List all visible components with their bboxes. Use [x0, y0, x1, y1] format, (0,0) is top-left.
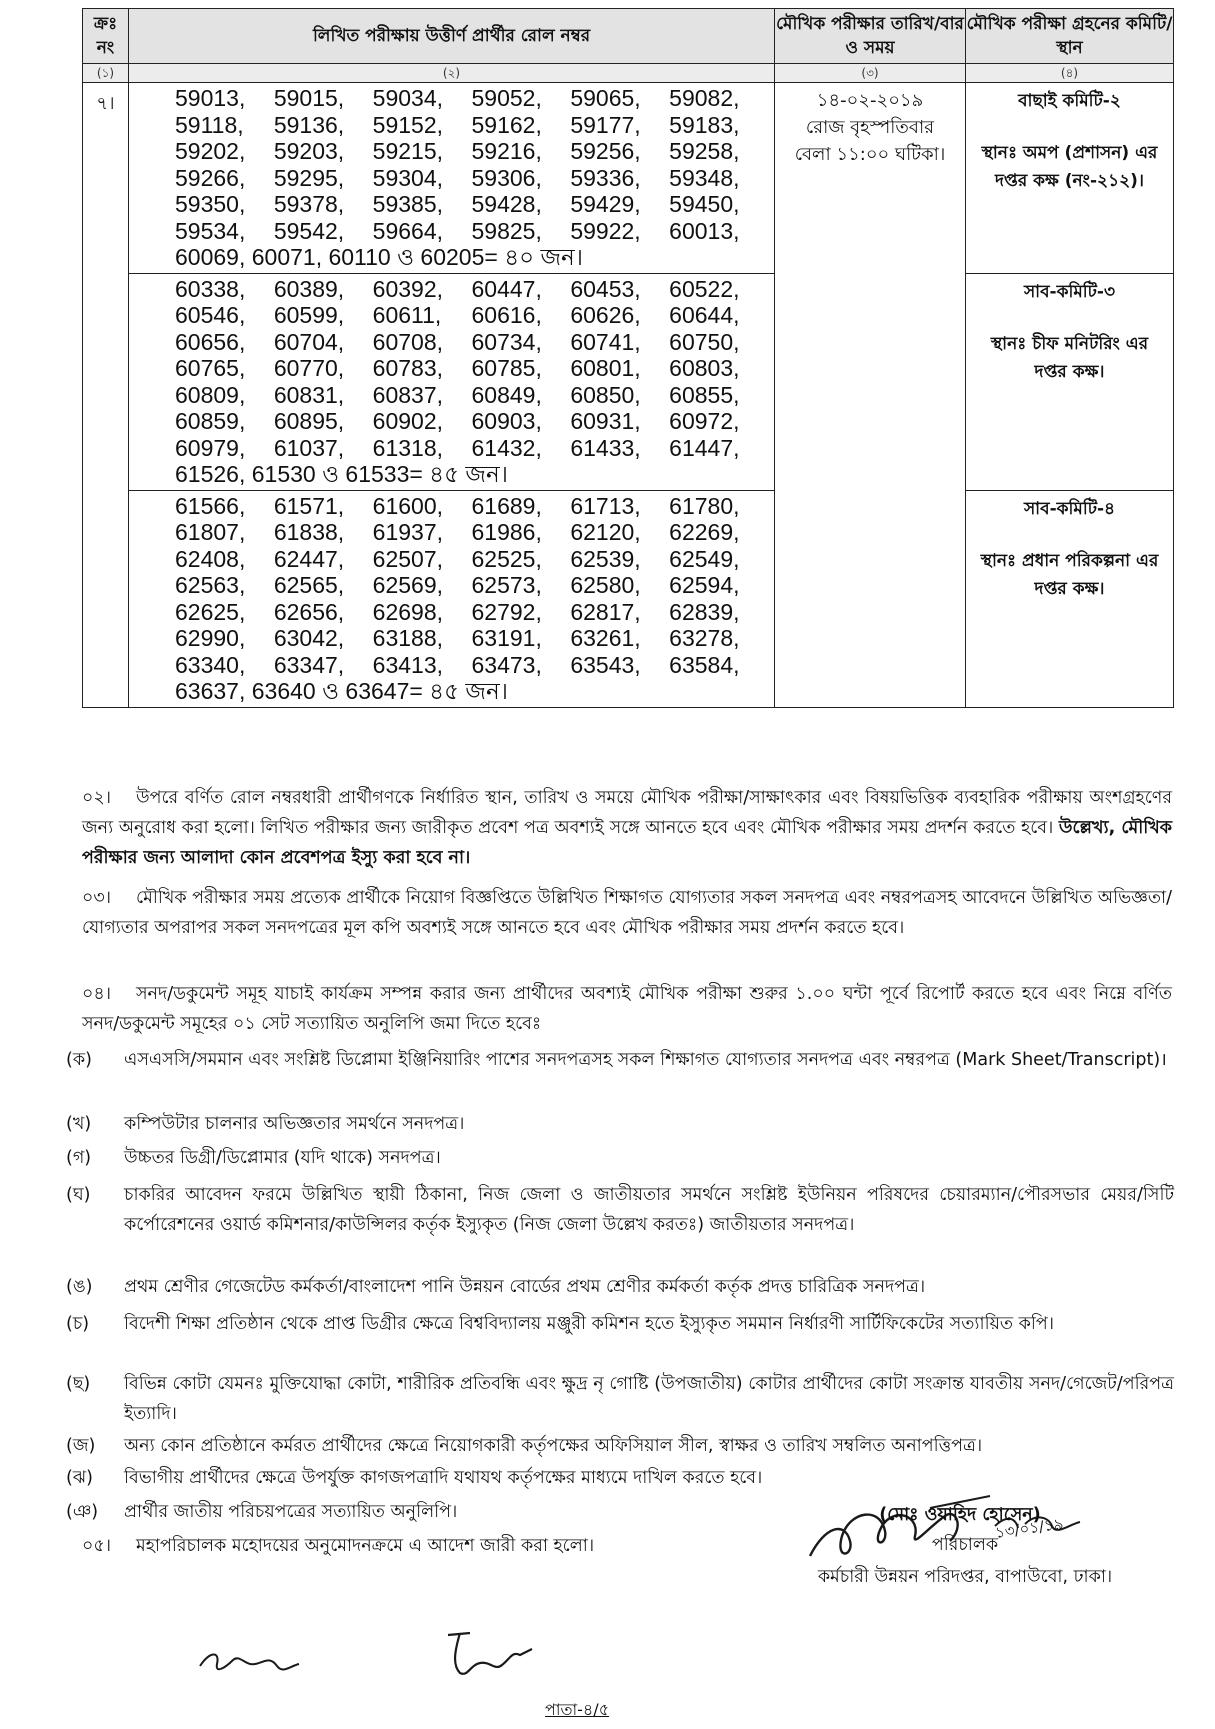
roll-number: 60338, [175, 275, 246, 302]
roll-number: 59065, [570, 85, 641, 111]
roll-number: 59306, [471, 164, 542, 191]
roll-number: 62698, [372, 598, 444, 625]
list-item-text: প্রার্থীর জাতীয় পরিচয়পত্রের সত্যায়িত অনুলিপি। [124, 1502, 458, 1522]
roll-number: 62269, [669, 519, 740, 545]
roll-number: 62408, [175, 545, 246, 572]
roll-number: 60611, [372, 302, 442, 328]
roll-number: 60783, [372, 355, 444, 381]
roll-number: 62120, [570, 519, 641, 545]
table-row [83, 273, 1174, 490]
roll-group-2 [129, 273, 775, 490]
list-item-text: বিভিন্ন কোটা যেমনঃ মুক্তিযোদ্ধা কোটা, শারীরিক প্রতিবন্ধি এবং ক্ষুদ্র নৃ গোষ্টি (উপজাতীয়) কোটার প্রার্থীদের কোটা সংক্রান্ত যাবতীয় সনদ/গেজেট/পরিপত্র ইত্যাদি। [124, 1374, 1174, 1424]
list-item-text: কম্পিউটার চালনার অভিজ্ঞতার সমর্থনে সনদপত্র। [124, 1114, 465, 1134]
roll-number: 60750, [669, 328, 740, 355]
roll-number: 62580, [570, 572, 641, 598]
roll-number: 59429, [570, 191, 641, 217]
roll-number: 59052, [471, 85, 542, 111]
paragraph-05 [82, 1531, 682, 1561]
roll-number: 62656, [273, 598, 345, 625]
roll-number: 60972, [669, 408, 740, 434]
signatory-block [770, 1500, 1160, 1592]
roll-number: 60708, [372, 328, 444, 355]
paragraph-text: মহাপরিচালক মহোদয়ের অনুমোদনক্রমে এ আদেশ জারী করা হলো। [136, 1536, 595, 1556]
roll-number: 59258, [669, 138, 740, 164]
list-item-label: (ঙ) [66, 1277, 93, 1297]
list-item [66, 1272, 1174, 1302]
committee-title: সাব-কমিটি-৪ [1023, 498, 1116, 519]
roll-number: 59664, [372, 217, 444, 244]
roll-number: 59922, [570, 217, 641, 244]
roll-number: 61433, [570, 434, 641, 461]
roll-number: 60831, [273, 381, 345, 408]
roll-number: 63042, [273, 625, 345, 651]
roll-number: 60644, [669, 302, 740, 328]
roll-number: 62573, [471, 572, 542, 598]
roll-number: 59015, [273, 85, 345, 111]
column-index-row [83, 64, 1174, 83]
roll-number: 60522, [669, 275, 740, 302]
list-item [66, 1180, 1174, 1240]
roll-number: 61566, [175, 492, 246, 519]
roll-number: 60979, [175, 434, 246, 461]
roll-number: 63278, [669, 625, 740, 651]
signatory-name: (মোঃ ওয়াহিদ হোসেন) [879, 1505, 1041, 1525]
roll-number: 62594, [669, 572, 740, 598]
committee-title: বাছাই কমিটি-২ [1018, 91, 1121, 111]
roll-number-table [82, 8, 1174, 708]
list-item-label: (ঞ) [66, 1502, 99, 1522]
list-item [66, 1431, 1174, 1461]
list-item-label: (ঘ) [66, 1185, 91, 1205]
paragraph-bold-note: উল্লেখ্য, মৌখিক পরীক্ষার জন্য আলাদা কোন প্রবেশপত্র ইস্যু করা হবে না। [82, 818, 1172, 868]
roll-number: 60546, [175, 302, 246, 328]
list-item-text: বিদেশী শিক্ষা প্রতিষ্ঠান থেকে প্রাপ্ত ডিগ্রীর ক্ষেত্রে বিশ্ববিদ্যালয় মঞ্জুরী কমিশন হতে ইস্যুকৃত সমমান নির্ধারণী সার্টিফিকেটের সত্যায়িত কপি। [124, 1314, 1054, 1334]
committee-place: স্থানঃ অমপ (প্রশাসন) এর দপ্তর কক্ষ (নং-২১২)। [981, 143, 1158, 191]
roll-number: 59256, [570, 138, 641, 164]
roll-number: 59266, [175, 164, 246, 191]
table-row [83, 83, 1174, 274]
roll-number: 60765, [175, 355, 246, 381]
paragraph-03 [82, 883, 1172, 943]
paragraph-number: ০৫। [82, 1536, 111, 1556]
roll-number: 60849, [471, 381, 542, 408]
roll-number: 60453, [570, 275, 641, 302]
list-item [66, 1045, 1174, 1075]
roll-number: 60616, [471, 302, 542, 328]
column-index: (১) [83, 64, 129, 83]
paragraph-text: সনদ/ডকুমেন্ট সমূহ যাচাই কার্যক্রম সম্পন্ন করার জন্য প্রার্থীদের অবশ্যই মৌখিক পরীক্ষা শুরুর ১.০০ ঘন্টা পূর্বে রিপোর্ট করতে হবে এবং নিম্নে বর্ণিত সনদ/ডকুমেন্ট সমূহের ০১ সেট সত্যায়িত অনুলিপি জমা দিতে হবেঃ [82, 984, 1172, 1034]
roll-number: 62549, [669, 545, 740, 572]
column-index: (২) [129, 64, 775, 83]
roll-number: 62625, [175, 598, 246, 625]
interview-date: ১৪-০২-২০১৯ [816, 90, 924, 111]
roll-number: 59013, [175, 85, 246, 111]
list-item-label: (ক) [66, 1050, 92, 1070]
list-item-label: (জ) [66, 1436, 96, 1456]
roll-number: 61713, [570, 492, 641, 519]
roll-last-line: 60069, 60071, 60110 ও 60205= ৪০ জন। [175, 244, 584, 270]
page-number: পাতা-৪/৫ [545, 1700, 610, 1719]
list-item [66, 1309, 1174, 1339]
column-index: (৩) [775, 64, 966, 83]
roll-number: 63584, [669, 651, 740, 678]
interview-day: রোজ বৃহস্পতিবার [805, 117, 935, 138]
roll-number: 60859, [175, 408, 246, 434]
roll-number: 63473, [471, 651, 542, 678]
roll-number: 62447, [273, 545, 345, 572]
table-row [83, 490, 1174, 707]
roll-number: 59152, [372, 111, 444, 138]
roll-number: 60931, [570, 408, 641, 434]
committee-cell-1 [966, 83, 1174, 274]
interview-time: বেলা ১১:০০ ঘটিকা। [794, 144, 946, 165]
list-item-text: উচ্চতর ডিগ্রী/ডিপ্লোমার (যদি থাকে) সনদপত্র। [124, 1148, 441, 1168]
roll-number: 60770, [273, 355, 345, 381]
roll-number: 60850, [570, 381, 641, 408]
list-item [66, 1143, 1174, 1173]
roll-number: 59542, [273, 217, 345, 244]
roll-number: 62817, [570, 598, 641, 625]
roll-number: 61571, [273, 492, 345, 519]
table-header-row [83, 9, 1174, 64]
roll-number: 62563, [175, 572, 246, 598]
roll-number: 59082, [669, 85, 740, 111]
roll-number: 59534, [175, 217, 246, 244]
roll-number: 59378, [273, 191, 345, 217]
roll-number: 61986, [471, 519, 542, 545]
roll-number: 63191, [471, 625, 542, 651]
roll-grid [175, 276, 768, 462]
column-index: (৪) [966, 64, 1174, 83]
list-item-label: (গ) [66, 1148, 92, 1168]
roll-number: 61037, [273, 434, 345, 461]
roll-number: 62539, [570, 545, 641, 572]
roll-number: 59295, [273, 164, 345, 191]
roll-number: 60741, [570, 328, 641, 355]
roll-number: 60447, [471, 275, 542, 302]
roll-last-line: 61526, 61530 ও 61533= ৪৫ জন। [175, 461, 508, 487]
roll-number: 59348, [669, 164, 740, 191]
roll-number: 61937, [372, 519, 444, 545]
roll-number: 62565, [273, 572, 345, 598]
interview-date-cell [775, 83, 966, 708]
header-committee: মৌখিক পরীক্ষা গ্রহনের কমিটি/স্থান [966, 9, 1174, 64]
paragraph-02 [82, 783, 1172, 873]
list-item-text: বিভাগীয় প্রার্থীদের ক্ষেত্রে উপর্যুক্ত কাগজপত্রাদি যথাযথ কর্তৃপক্ষের মাধ্যমে দাখিল করতে হবে। [124, 1468, 763, 1488]
roll-number: 62525, [471, 545, 542, 572]
roll-number: 63347, [273, 651, 345, 678]
signatory-office: কর্মচারী উন্নয়ন পরিদপ্তর, বাপাউবো, ঢাকা। [817, 1567, 1113, 1587]
roll-number: 60855, [669, 381, 740, 408]
roll-number: 59118, [175, 111, 244, 138]
roll-number: 59450, [669, 191, 740, 217]
roll-number: 60389, [273, 275, 345, 302]
roll-number: 63413, [372, 651, 444, 678]
roll-number: 59202, [175, 138, 246, 164]
roll-number: 59825, [471, 217, 542, 244]
roll-number: 59215, [372, 138, 444, 164]
roll-number: 60392, [372, 275, 444, 302]
roll-number: 59136, [273, 111, 345, 138]
roll-number: 60895, [273, 408, 345, 434]
roll-number: 59304, [372, 164, 444, 191]
roll-number: 60599, [273, 302, 345, 328]
roll-number: 60903, [471, 408, 542, 434]
roll-number: 59385, [372, 191, 444, 217]
list-item-label: (ছ) [66, 1374, 91, 1394]
roll-number: 61780, [669, 492, 740, 519]
committee-place: স্থানঃ চীফ মনিটরিং এর দপ্তর কক্ষ। [990, 333, 1149, 382]
list-item-text: অন্য কোন প্রতিষ্ঠানে কর্মরত প্রার্থীদের ক্ষেত্রে নিয়োগকারী কর্তৃপক্ষের অফিসিয়াল সীল, স্বাক্ষর ও তারিখ সম্বলিত অনাপত্তিপত্র। [124, 1436, 983, 1456]
roll-number: 61807, [175, 519, 246, 545]
roll-number: 62507, [372, 545, 444, 572]
roll-number: 59336, [570, 164, 641, 191]
roll-number: 60656, [175, 328, 246, 355]
roll-number: 59177, [570, 111, 641, 138]
list-item [66, 1109, 1174, 1139]
roll-number: 59034, [372, 85, 444, 111]
roll-group-1 [129, 83, 775, 274]
roll-number: 61600, [372, 492, 444, 519]
roll-number: 63261, [570, 625, 641, 651]
roll-number: 59183, [669, 111, 740, 138]
list-item-text: এসএসসি/সমমান এবং সংশ্লিষ্ট ডিপ্লোমা ইঞ্জিনিয়ারিং পাশের সনদপত্রসহ সকল শিক্ষাগত যোগ্যতার সনদপত্র এবং নম্বরপত্র (Mark Sheet/Transcript)। [124, 1050, 1167, 1070]
paragraph-number: ০৪। [82, 984, 111, 1004]
header-serial: ক্রঃ নং [83, 9, 129, 64]
roll-number: 63188, [372, 625, 444, 651]
roll-number: 59428, [471, 191, 542, 217]
paragraph-number: ০৩। [82, 888, 112, 908]
roll-number: 60734, [471, 328, 542, 355]
serial-number: ৭। [83, 83, 129, 708]
roll-last-line: 63637, 63640 ও 63647= ৪৫ জন। [175, 678, 508, 704]
roll-grid [175, 493, 768, 679]
roll-number: 59350, [175, 191, 246, 217]
roll-number: 61838, [273, 519, 345, 545]
paragraph-text: মৌখিক পরীক্ষার সময় প্রত্যেক প্রার্থীকে নিয়োগ বিজ্ঞপ্তিতে উল্লিখিত শিক্ষাগত যোগ্যতার সকল সনদপত্র এবং নম্বরপত্রসহ আবেদনে উল্লিখিত অভিজ্ঞতা/যোগ্যতার অপরাপর সকল সনদপত্রের মূল কপি অবশ্যই সঙ্গে আনতে হবে এবং মৌখিক পরীক্ষার সময় প্রদর্শন করতে হবে। [82, 888, 1172, 938]
list-item-label: (চ) [66, 1314, 90, 1334]
roll-number: 61432, [471, 434, 542, 461]
signature-date: ১৩/০১/১৯ [994, 1514, 1065, 1542]
header-date: মৌখিক পরীক্ষার তারিখ/বার ও সময় [775, 9, 966, 64]
header-rolls: লিখিত পরীক্ষায় উত্তীর্ণ প্রার্থীর রোল নম্বর [129, 9, 775, 64]
list-item-text: চাকরির আবেদন ফরমে উল্লিখিত স্থায়ী ঠিকানা, নিজ জেলা ও জাতীয়তার সমর্থনে সংশ্লিষ্ট ইউনিয়ন পরিষদের চেয়ারম্যান/পৌরসভার মেয়র/সিটি কর্পোরেশনের ওয়ার্ড কমিশনার/কাউন্সিলর কর্তৃক ইস্যুকৃত (নিজ জেলা উল্লেখ করতঃ) জাতীয়তার সনদপত্র। [124, 1185, 1174, 1235]
roll-grid [175, 85, 768, 244]
committee-cell-3 [966, 490, 1174, 707]
roll-number: 62792, [471, 598, 542, 625]
roll-number: 60704, [273, 328, 345, 355]
roll-number: 63340, [175, 651, 246, 678]
committee-place: স্থানঃ প্রধান পরিকল্পনা এর দপ্তর কক্ষ। [980, 550, 1159, 599]
committee-title: সাব-কমিটি-৩ [1023, 281, 1116, 302]
roll-number: 60837, [372, 381, 444, 408]
list-item-text: প্রথম শ্রেণীর গেজেটেড কর্মকর্তা/বাংলাদেশ পানি উন্নয়ন বোর্ডের প্রথম শ্রেণীর কর্মকর্তা কর্তৃক প্রদত্ত চারিত্রিক সনদপত্র। [124, 1277, 926, 1297]
roll-number: 63543, [570, 651, 641, 678]
roll-number: 60626, [570, 302, 641, 328]
paragraph-04 [82, 979, 1172, 1039]
roll-number: 60785, [471, 355, 542, 381]
roll-number: 61447, [669, 434, 740, 461]
signatory-title: পরিচালক [931, 1535, 999, 1555]
roll-number: 61689, [471, 492, 542, 519]
roll-number: 62990, [175, 625, 246, 651]
initial-signature-1 [195, 1636, 305, 1686]
roll-group-3 [129, 490, 775, 707]
roll-number: 59203, [273, 138, 345, 164]
roll-number: 62569, [372, 572, 444, 598]
initial-signature-2 [440, 1625, 540, 1685]
roll-number: 59216, [471, 138, 542, 164]
paragraph-text: উপরে বর্ণিত রোল নম্বরধারী প্রার্থীগণকে নির্ধারিত স্থান, তারিখ ও সময়ে মৌখিক পরীক্ষা/সাক্ষাৎকার এবং বিষয়ভিত্তিক ব্যবহারিক পরীক্ষায় অংশগ্রহণের জন্য অনুরোধ করা হলো। লিখিত পরীক্ষার জন্য জারীকৃত প্রবেশ পত্র অবশ্যই সঙ্গে আনতে হবে এবং মৌখিক পরীক্ষার সময় প্রদর্শন করতে হবে। [82, 788, 1172, 838]
roll-number: 59162, [471, 111, 542, 138]
roll-number: 62839, [669, 598, 740, 625]
roll-number: 60809, [175, 381, 246, 408]
list-item [66, 1369, 1174, 1429]
roll-number: 60803, [669, 355, 740, 381]
roll-number: 60902, [372, 408, 444, 434]
list-item-label: (ঝ) [66, 1468, 93, 1488]
committee-cell-2 [966, 273, 1174, 490]
list-item-label: (খ) [66, 1114, 92, 1134]
roll-number: 61318, [372, 434, 444, 461]
roll-number: 60013, [669, 217, 740, 244]
paragraph-number: ০২। [82, 788, 112, 808]
roll-number: 60801, [570, 355, 641, 381]
